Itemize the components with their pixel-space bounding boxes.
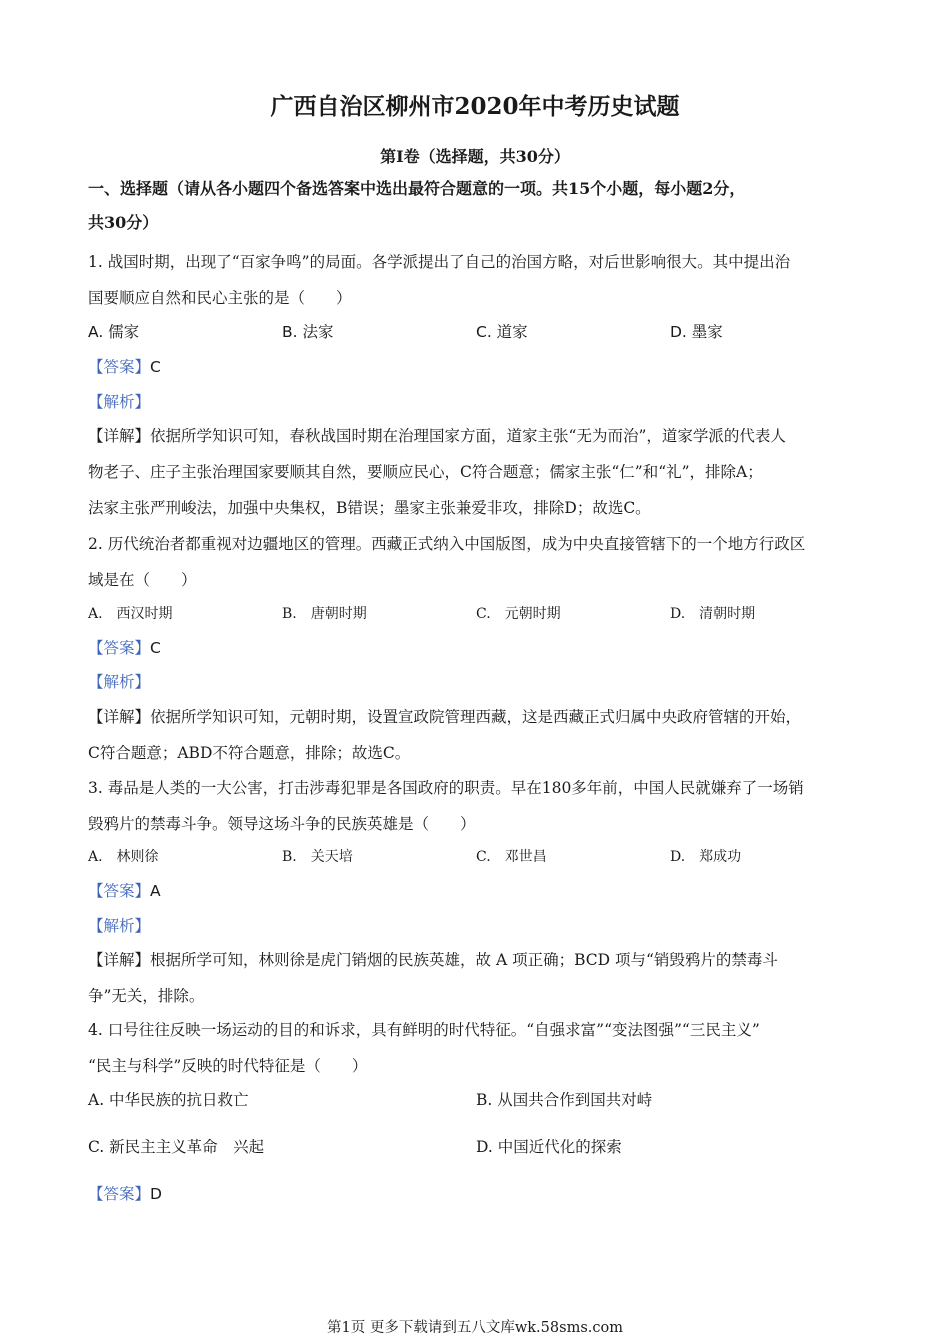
q1-detail-line2: 物老子、庄子主张治理国家要顺其自然，要顺应民心，C符合题意；儒家主张“仁”和“礼”，排除A； [88,463,763,481]
answer-tag: 【答案】 [88,1185,151,1203]
q4-stem-line2: “民主与科学”反映的时代特征是（ ） [88,1057,368,1075]
answer-tag: 【答案】 [88,639,151,657]
section-heading-line2: 共30分） [88,213,159,232]
q4-stem-line1: 4. 口号往往反映一场运动的目的和诉求，具有鲜明的时代特征。“自强求富”“变法图强”“三民主义” [88,1021,760,1039]
detail-tag: 【详解】 [88,427,151,445]
answer-value: C [150,358,161,376]
detail-text: 根据所学可知，林则徐是虎门销烟的民族英雄，故 A 项正确；BCD 项与“销毁鸦片的禁毒斗 [150,951,778,969]
q1-stem-line2: 国要顺应自然和民心主张的是（ ） [88,289,352,307]
q2-option-a: A. 西汉时期 [88,606,173,622]
answer-value: D [150,1185,162,1203]
answer-tag: 【答案】 [88,358,151,376]
q2-analysis-tag: 【解析】 [88,673,151,691]
detail-tag: 【详解】 [88,708,151,726]
detail-text: 依据所学知识可知，元朝时期，设置宣政院管理西藏，这是西藏正式归属中央政府管辖的开始， [150,708,802,726]
q3-answer [88,879,161,901]
q1-detail-line3: 法家主张严刑峻法，加强中央集权，B错误；墨家主张兼爱非攻，排除D；故选C。 [88,499,651,517]
q3-stem-line1: 3. 毒品是人类的一大公害，打击涉毒犯罪是各国政府的职责。早在180多年前，中国人民就嫌弃了一场销 [88,779,804,797]
q3-option-c: C. 邓世昌 [476,849,547,865]
answer-tag: 【答案】 [88,882,151,900]
q1-option-c: C. 道家 [476,323,528,341]
detail-text: 依据所学知识可知，春秋战国时期在治理国家方面，道家主张“无为而治”，道家学派的代表人 [150,427,786,445]
q4-option-b: B. 从国共合作到国共对峙 [476,1091,653,1109]
q1-option-b: B. 法家 [282,323,334,341]
q4-answer [88,1182,162,1204]
q1-stem-line1: 1. 战国时期，出现了“百家争鸣”的局面。各学派提出了自己的治国方略，对后世影响很大。其中提出治 [88,253,791,271]
q3-option-b: B. 关天培 [282,849,353,865]
q1-detail-line1 [88,424,786,446]
section-subtitle: 第Ⅰ卷（选择题，共30分） [380,147,570,166]
q4-option-a: A. 中华民族的抗日救亡 [88,1091,249,1109]
q3-analysis-tag: 【解析】 [88,917,151,935]
q3-detail-line2: 争”无关，排除。 [88,987,205,1005]
q2-detail-line1 [88,705,801,727]
detail-tag: 【详解】 [88,951,151,969]
q2-stem-line1: 2. 历代统治者都重视对边疆地区的管理。西藏正式纳入中国版图，成为中央直接管辖下的一个地方行政区 [88,535,806,553]
q1-option-d: D. 墨家 [670,323,723,341]
q2-option-b: B. 唐朝时期 [282,606,367,622]
section-heading-line1: 一、选择题（请从各小题四个备选答案中选出最符合题意的一项。共15个小题，每小题2分， [88,179,746,198]
q3-detail-line1 [88,948,778,970]
q2-detail-line2: C符合题意；ABD不符合题意，排除；故选C。 [88,744,411,762]
q2-answer [88,636,161,658]
q3-option-a: A. 林则徐 [88,849,159,865]
q1-answer [88,355,161,377]
q2-option-c: C. 元朝时期 [476,606,561,622]
page-footer: 第1页 更多下载请到五八文库wk.58sms.com [327,1320,623,1336]
q2-option-d: D. 清朝时期 [670,606,756,622]
q1-option-a: A. 儒家 [88,323,140,341]
q4-option-d: D. 中国近代化的探索 [476,1138,622,1156]
q3-option-d: D. 郑成功 [670,849,742,865]
q2-stem-line2: 域是在（ ） [88,571,197,589]
answer-value: C [150,639,161,657]
page-title: 广西自治区柳州市2020年中考历史试题 [270,93,680,120]
answer-value: A [150,882,161,900]
q4-option-c: C. 新民主主义革命 兴起 [88,1138,265,1156]
q3-stem-line2: 毁鸦片的禁毒斗争。领导这场斗争的民族英雄是（ ） [88,815,476,833]
q1-analysis-tag: 【解析】 [88,393,151,411]
